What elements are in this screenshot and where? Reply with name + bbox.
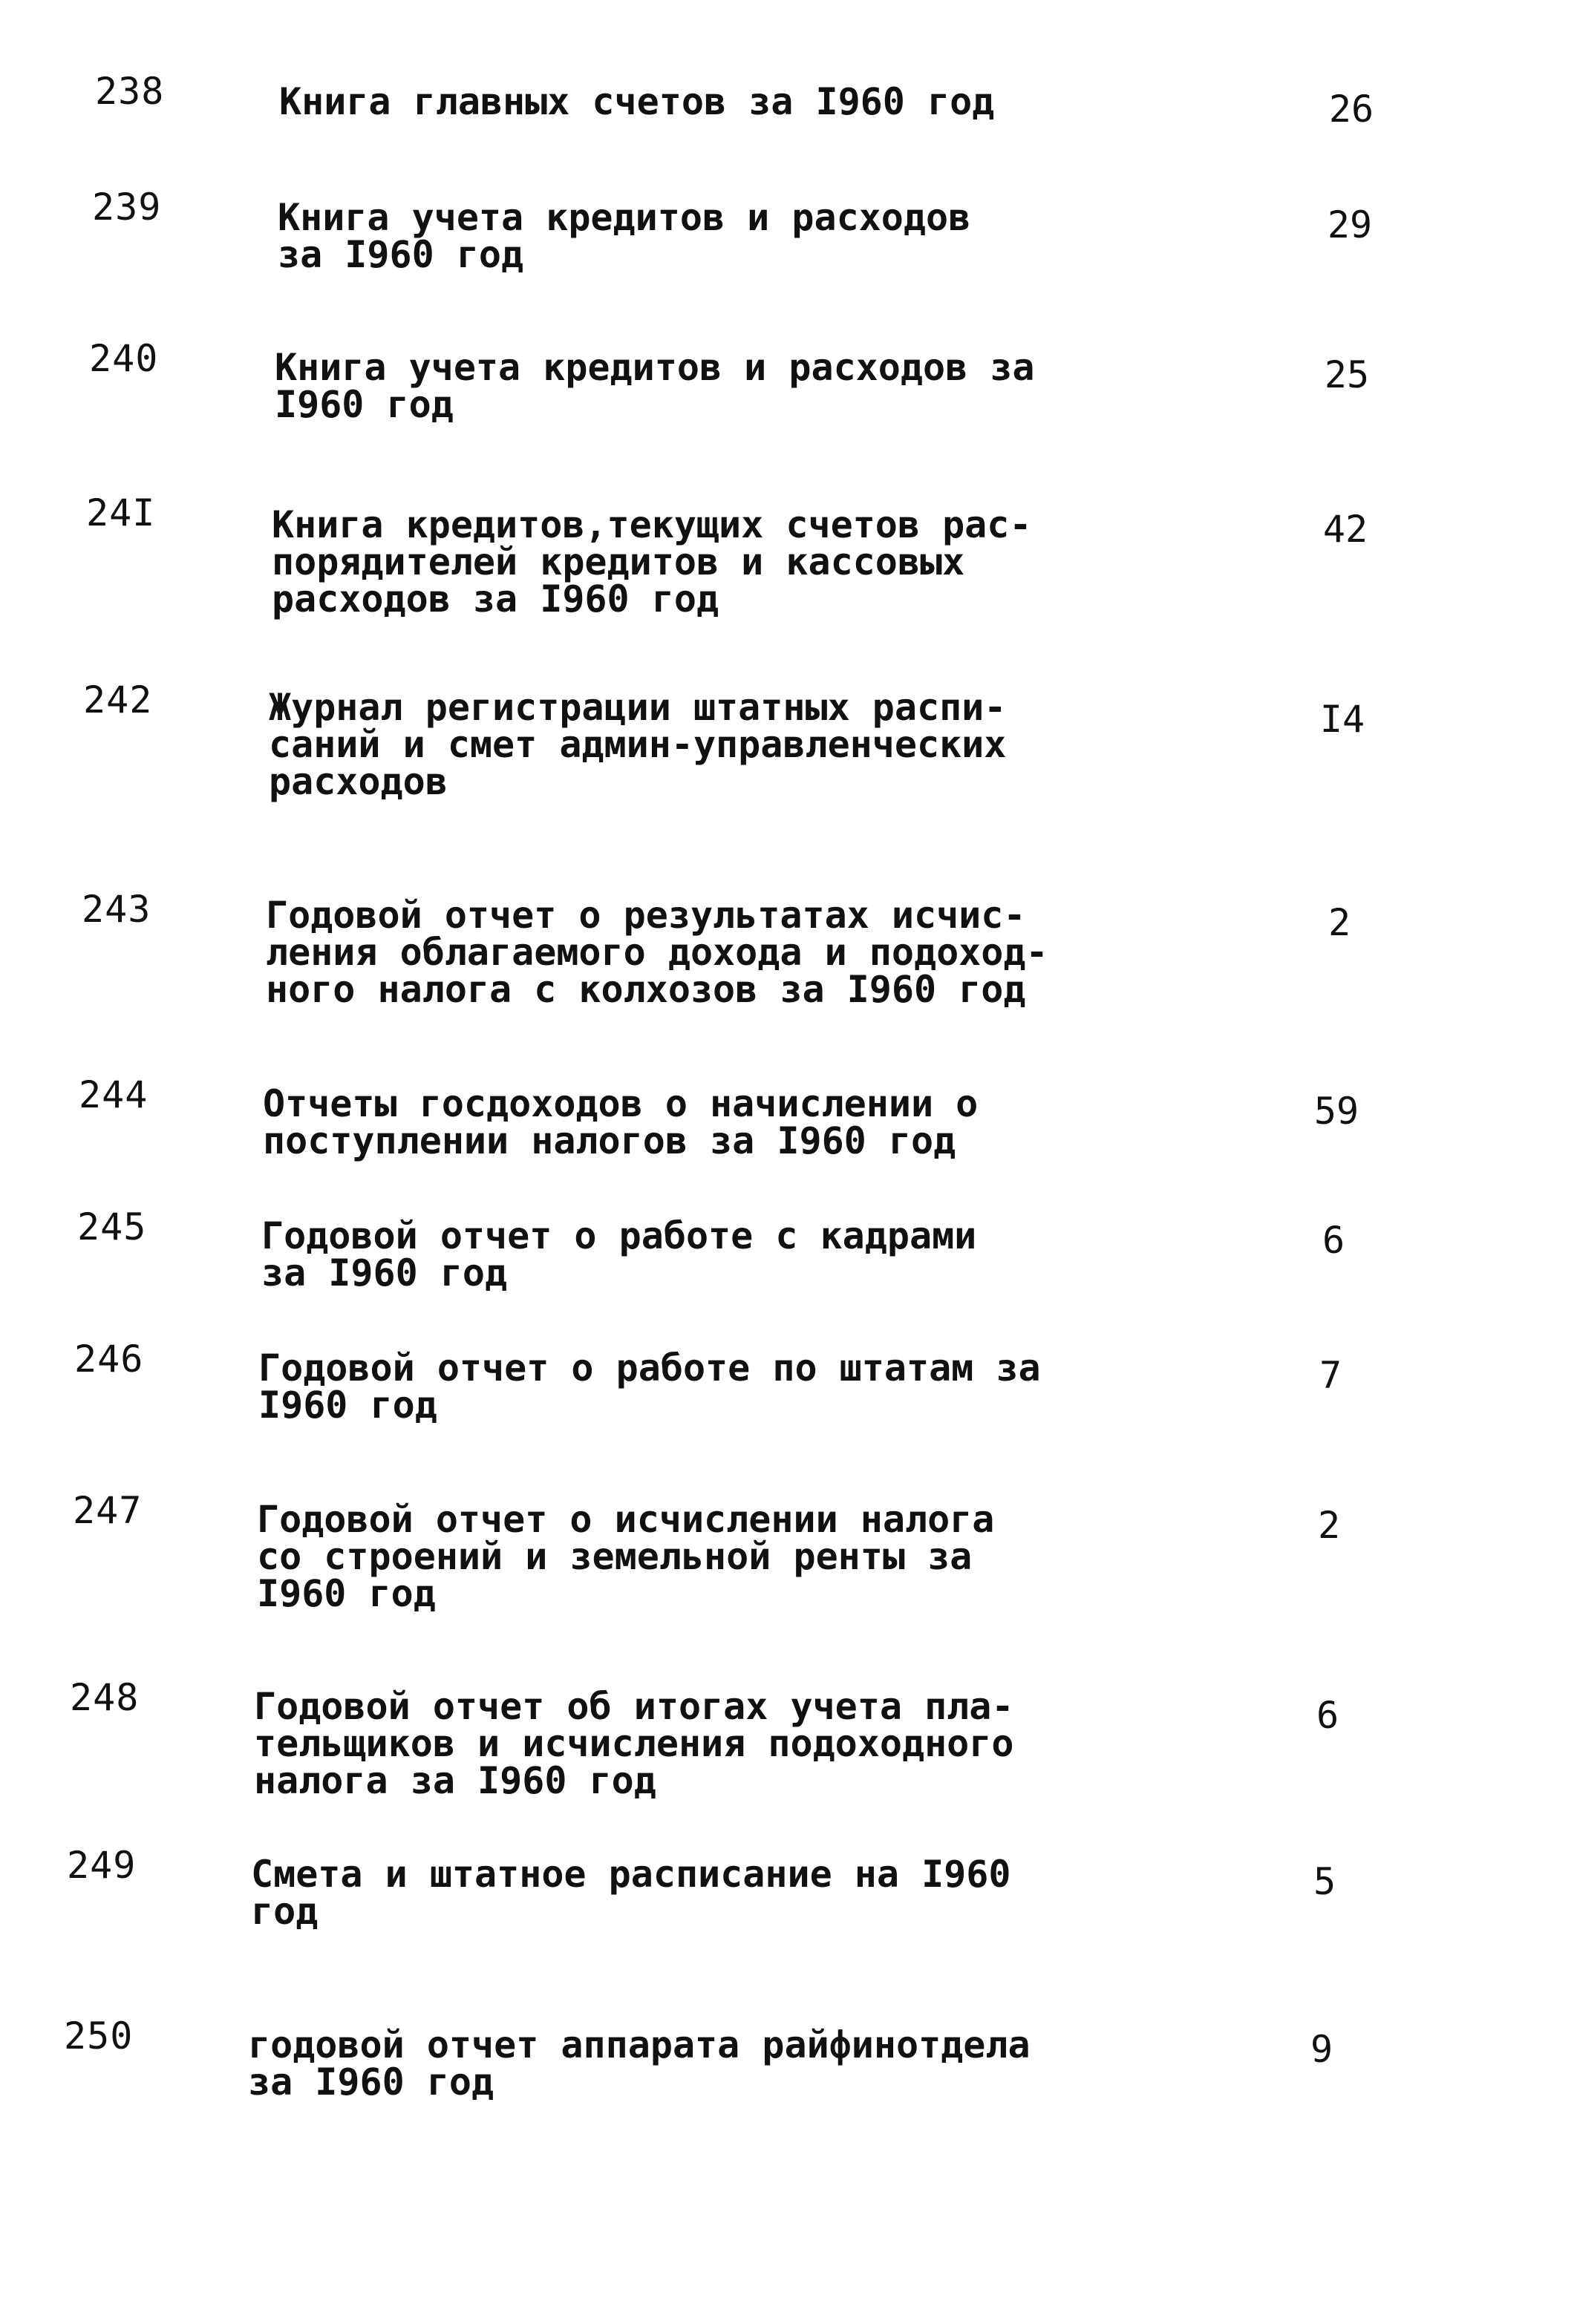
record-title: Годовой отчет об итогах учета пла- тельщиков и исчисления подоходного налога за I960 год <box>254 1685 1014 1802</box>
record-sheet-count: 7 <box>1319 1354 1342 1397</box>
record-sheet-count: 5 <box>1313 1860 1336 1903</box>
record-sheet-count: 29 <box>1327 203 1373 246</box>
record-title: Книга учета кредитов и расходов за I960 год <box>278 196 971 276</box>
record-title: Смета и штатное расписание на I960 год <box>251 1853 1011 1933</box>
record-title: Годовой отчет о результатах исчис- ления облагаемого дохода и подоход- ного налога с колхозов за I960 год <box>266 894 1048 1011</box>
record-number: 239 <box>92 186 162 229</box>
record-sheet-count: 2 <box>1317 1504 1341 1547</box>
record-title: Годовой отчет о исчислении налога со строений и земельной ренты за I960 год <box>257 1498 995 1615</box>
record-sheet-count: I4 <box>1319 698 1365 741</box>
record-number: 245 <box>77 1205 147 1248</box>
record-title: Годовой отчет о работе по штатам за I960 год <box>258 1346 1041 1427</box>
record-sheet-count: 26 <box>1328 88 1374 131</box>
record-title: Книга учета кредитов и расходов за I960 год <box>275 346 1035 426</box>
record-title: Журнал регистрации штатных распи- саний и смет админ-управленческих расходов <box>269 686 1007 803</box>
record-title: Годовой отчет о работе с кадрами за I960 год <box>261 1214 977 1294</box>
record-number: 248 <box>70 1676 140 1719</box>
record-sheet-count: 9 <box>1310 2028 1333 2071</box>
record-number: 250 <box>64 2014 134 2058</box>
record-number: 240 <box>89 337 159 380</box>
record-title: Книга главных счетов за I960 год <box>279 80 995 123</box>
record-number: 247 <box>73 1489 143 1532</box>
record-sheet-count: 59 <box>1313 1090 1359 1133</box>
record-sheet-count: 6 <box>1322 1219 1345 1262</box>
record-title: годовой отчет аппарата райфинотдела за I960 год <box>248 2023 1031 2104</box>
record-number: 249 <box>67 1844 137 1887</box>
record-number: 243 <box>82 888 151 931</box>
record-sheet-count: 25 <box>1324 353 1370 396</box>
record-number: 246 <box>74 1338 144 1381</box>
record-title: Книга кредитов,текущих счетов рас- порядителей кредитов и кассовых расходов за I960 год <box>272 503 1032 621</box>
record-number: 238 <box>95 70 165 113</box>
record-number: 242 <box>83 678 153 721</box>
record-sheet-count: 42 <box>1322 508 1368 551</box>
record-title: Отчеты госдоходов о начислении о поступлении налогов за I960 год <box>263 1082 979 1162</box>
record-sheet-count: 2 <box>1328 901 1351 944</box>
record-number: 24I <box>86 491 156 534</box>
record-sheet-count: 6 <box>1316 1694 1339 1737</box>
record-number: 244 <box>79 1073 148 1116</box>
